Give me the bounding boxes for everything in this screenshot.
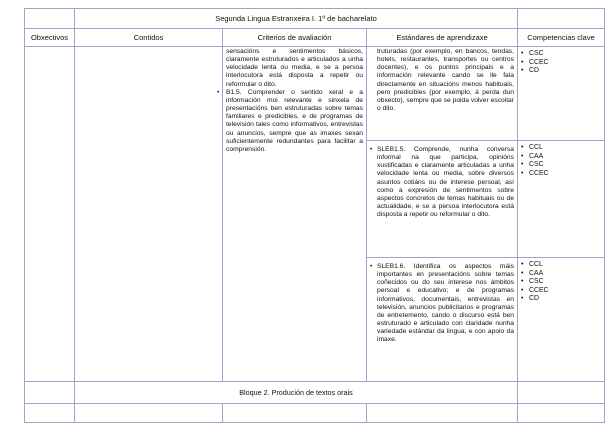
header-contents: Contidos [75,29,223,47]
standards-cell [367,141,518,258]
column-header-row [25,29,605,47]
bullet-icon: • [521,152,524,160]
competence-code: CSC [529,50,544,57]
contents-cell [75,47,223,382]
criteria-item [217,88,363,154]
list-item [521,153,604,162]
bullet-icon: • [521,269,524,277]
header-objectives: Obxectivos [25,29,75,47]
list-item [521,170,604,179]
bullet-icon: • [521,169,524,177]
standards-cell [367,404,518,423]
competence-list [518,47,604,76]
bullet-icon: • [370,263,373,270]
competences-cell [518,258,605,382]
competence-code: CD [529,295,539,303]
block-title-row [25,382,605,404]
header-criteria: Criterios de avaliación [223,29,367,47]
standard-item-text: SLEB1.5. Comprende, nunha conversa informal na que participa, opinións xustificadas e claramente articuladas a unha velocidade lenta ou media, sobre diversos asuntos cotiáns ou de interese persoal, así como a expresión de sentimentos sobre aspectos concretos de temas habituais ou de actualidade, e se a persoa interlocutora está disposta a repetir ou reformular o dito. [377,146,514,219]
table-row [25,47,605,141]
competence-code: CAA [529,152,544,160]
competence-code: CCL [529,144,543,151]
standards-cell [367,258,518,382]
criteria-item-text: B1.5. Comprender o sentido xeral e a información moi relevante e sinxela de presentacións ben estruturadas sobre temas familiares e predicibles, e de programas de televisión tales como informativos, entrevistas ou anuncios, sempre que as imaxes sexan suficientemente redundantes para facilitar a comprensión. [226,88,363,153]
criteria-cell [217,47,367,382]
competence-code: CAA [529,269,544,277]
list-item [521,59,604,68]
list-item [521,270,604,279]
bullet-icon: • [521,144,524,151]
bullet-icon: • [217,88,220,96]
list-item [521,278,604,287]
curriculum-table [24,8,605,423]
bullet-icon: • [521,58,524,66]
block-title: Bloque 2. Produción de textos orais [75,382,518,404]
header-competences: Competencias clave [518,29,605,47]
competence-code: CCEC [529,169,549,177]
table-title: Segunda Lingua Estranxeira I. 1º de bacharelato [75,9,518,29]
standard-item [370,263,514,345]
table-row [25,404,605,423]
competence-list [518,141,604,178]
standard-item [370,146,514,219]
header-standards: Estándares de aprendizaxe [367,29,518,47]
bullet-icon: • [521,278,524,286]
bullet-icon: • [521,295,524,303]
standards-continuation: truturadas (por exemplo, en bancos, tendas, hotels, restaurantes, transportes ou centros docentes), e os puntos principais e a información relevante cando se lle fala directamente en situacións menos habituais, pero predicibles (por exemplo, á perda dun obxecto), sempre que se poida volver escoitar o dito. [377,48,514,113]
list-item [521,287,604,296]
table-title-row [25,9,605,29]
bullet-icon: • [370,146,373,153]
list-item [521,161,604,170]
criteria-cell [223,404,367,423]
competence-code: CSC [529,161,544,169]
list-item [521,261,604,270]
objectives-cell [25,404,75,423]
competence-code: CCEC [529,58,549,66]
bullet-icon: • [521,161,524,169]
criteria-continuation: sensacións e sentimentos básicos, claramente estruturados e articulados a unha velocidade lenta ou media, e se a persoa interlocutora está disposta a repetir ou reformular o dito. [226,48,363,88]
competences-cell [518,404,605,423]
competences-cell [518,141,605,258]
list-item [521,295,604,304]
competence-code: CSC [529,278,544,286]
competence-list [518,258,604,304]
list-item [521,67,604,76]
standards-cell [367,47,518,141]
contents-cell [75,404,223,423]
bullet-icon: • [521,261,524,268]
competence-code: CCL [529,261,543,268]
bullet-icon: • [521,50,524,57]
bullet-icon: • [521,67,524,75]
competence-code: CD [529,67,539,75]
bullet-icon: • [521,286,524,294]
standard-item-text: SLEB1.6. Identifica os aspectos máis importantes en presentacións sobre temas coñecidos ou do seu interese nos ámbitos persoal e educativo; e de programas informativos, documentais, entrevistas en televisión, anuncios publicitarios e programas de entretemento, cando o discurso está ben estruturado e articulado con claridade nunha variedade estándar da lingua, e con apoio da imaxe. [377,263,514,344]
list-item [521,144,604,153]
curriculum-page [24,8,604,404]
competence-code: CCEC [529,286,549,294]
competences-cell [518,47,605,141]
list-item [521,50,604,59]
objectives-cell [25,47,75,382]
